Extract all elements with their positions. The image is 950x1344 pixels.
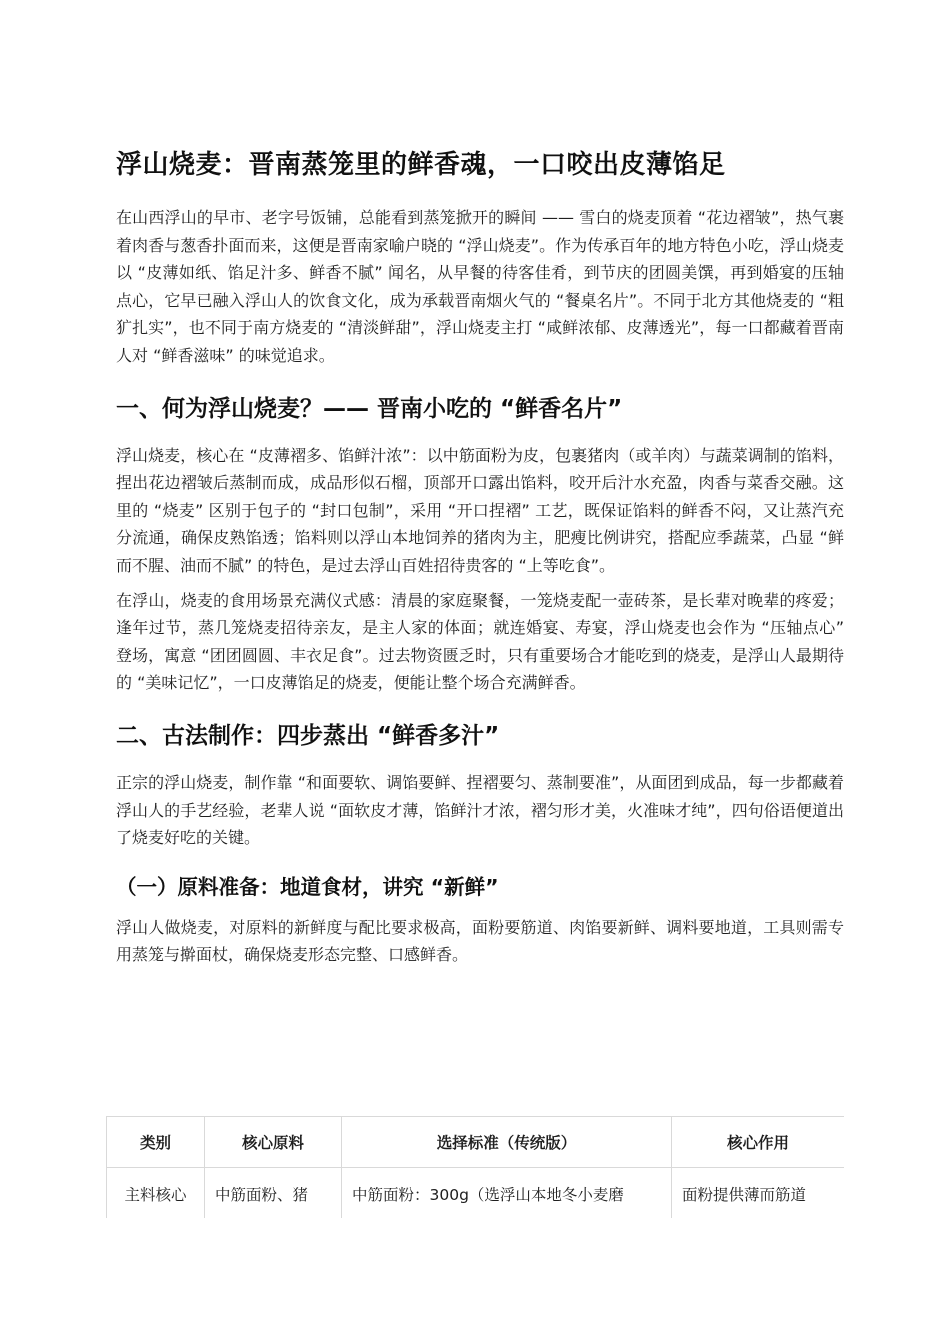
subsection1-heading: （一）原料准备：地道食材，讲究 “新鲜” [116,874,499,899]
article [116,145,844,976]
page-title: 浮山烧麦：晋南蒸笼里的鲜香魂，一口咬出皮薄馅足 [116,150,726,180]
intro-paragraph: 在山西浮山的早市、老字号饭铺，总能看到蒸笼掀开的瞬间 —— 雪白的烧麦顶着 “花边褶皱”，热气裹着肉香与葱香扑面而来，这便是晋南家喻户晓的 “浮山烧麦”。作为传承百年的地方特色小吃，浮山烧麦以 “皮薄如纸、馅足汁多、鲜香不腻” 闻名，从早餐的待客佳肴，到节庆的团圆美馔，再到婚宴的压轴点心，它早已融入浮山人的饮食文化，成为承载晋南烟火气的 “餐桌名片”。不同于北方其他烧麦的 “粗犷扎实”，也不同于南方烧麦的 “清淡鲜甜”，浮山烧麦主打 “咸鲜浓郁、皮薄透光”，每一口都藏着晋南人对 “鲜香滋味” 的味觉追求。 [116,208,844,365]
subsection1-paragraph-1: 浮山人做烧麦，对原料的新鲜度与配比要求极高，面粉要筋道、肉馅要新鲜、调料要地道，工具则需专用蒸笼与擀面杖，确保烧麦形态完整、口感鲜香。 [116,917,844,965]
section2-heading: 二、古法制作：四步蒸出 “鲜香多汁” [116,722,500,749]
section1-paragraph-1: 浮山烧麦，核心在 “皮薄褶多、馅鲜汁浓”：以中筋面粉为皮，包裹猪肉（或羊肉）与蔬菜调制的馅料，捏出花边褶皱后蒸制而成，成品形似石榴，顶部开口露出馅料，咬开后汁水充盈，肉香与菜香交融。这里的 “烧麦” 区别于包子的 “封口包制”，采用 “开口捏褶” 工艺，既保证馅料的鲜香不闷，又让蒸汽充分流通，确保皮熟馅透；馅料则以浮山本地饲养的猪肉为主，肥瘦比例讲究，搭配应季蔬菜，凸显 “鲜而不腥、油而不腻” 的特色，是过去浮山百姓招待贵客的 “上等吃食”。 [116,445,844,575]
ingredients-table-container [106,1116,844,1218]
table-cell: 中筋面粉、猪 [205,1168,342,1219]
ingredients-table [106,1116,844,1218]
section1-paragraph-2: 在浮山，烧麦的食用场景充满仪式感：清晨的家庭聚餐，一笼烧麦配一壶砖茶，是长辈对晚辈的疼爱；逢年过节，蒸几笼烧麦招待亲友，是主人家的体面；就连婚宴、寿宴，浮山烧麦也会作为 “压轴点心” 登场，寓意 “团团圆圆、丰衣足食”。过去物资匮乏时，只有重要场合才能吃到的烧麦，是浮山人最期待的 “美味记忆”，一口皮薄馅足的烧麦，便能让整个场合充满鲜香。 [116,590,844,693]
table-header-cell: 类别 [107,1117,205,1168]
table-cell: 面粉提供薄而筋道 [672,1168,845,1219]
table-cell: 中筋面粉：300g（选浮山本地冬小麦磨 [342,1168,672,1219]
section2-paragraph-1: 正宗的浮山烧麦，制作靠 “和面要软、调馅要鲜、捏褶要匀、蒸制要准”，从面团到成品，每一步都藏着浮山人的手艺经验，老辈人说 “面软皮才薄，馅鲜汁才浓，褶匀形才美，火准味才纯”，四句俗语便道出了烧麦好吃的关键。 [116,772,844,848]
table-header-cell: 核心原料 [205,1117,342,1168]
table-header-row [107,1117,845,1168]
table-cell: 主料核心 [107,1168,205,1219]
section1-heading: 一、何为浮山烧麦？—— 晋南小吃的 “鲜香名片” [116,395,623,422]
table-row [107,1168,845,1219]
table-header-cell: 核心作用 [672,1117,845,1168]
table-header-cell: 选择标准（传统版） [342,1117,672,1168]
